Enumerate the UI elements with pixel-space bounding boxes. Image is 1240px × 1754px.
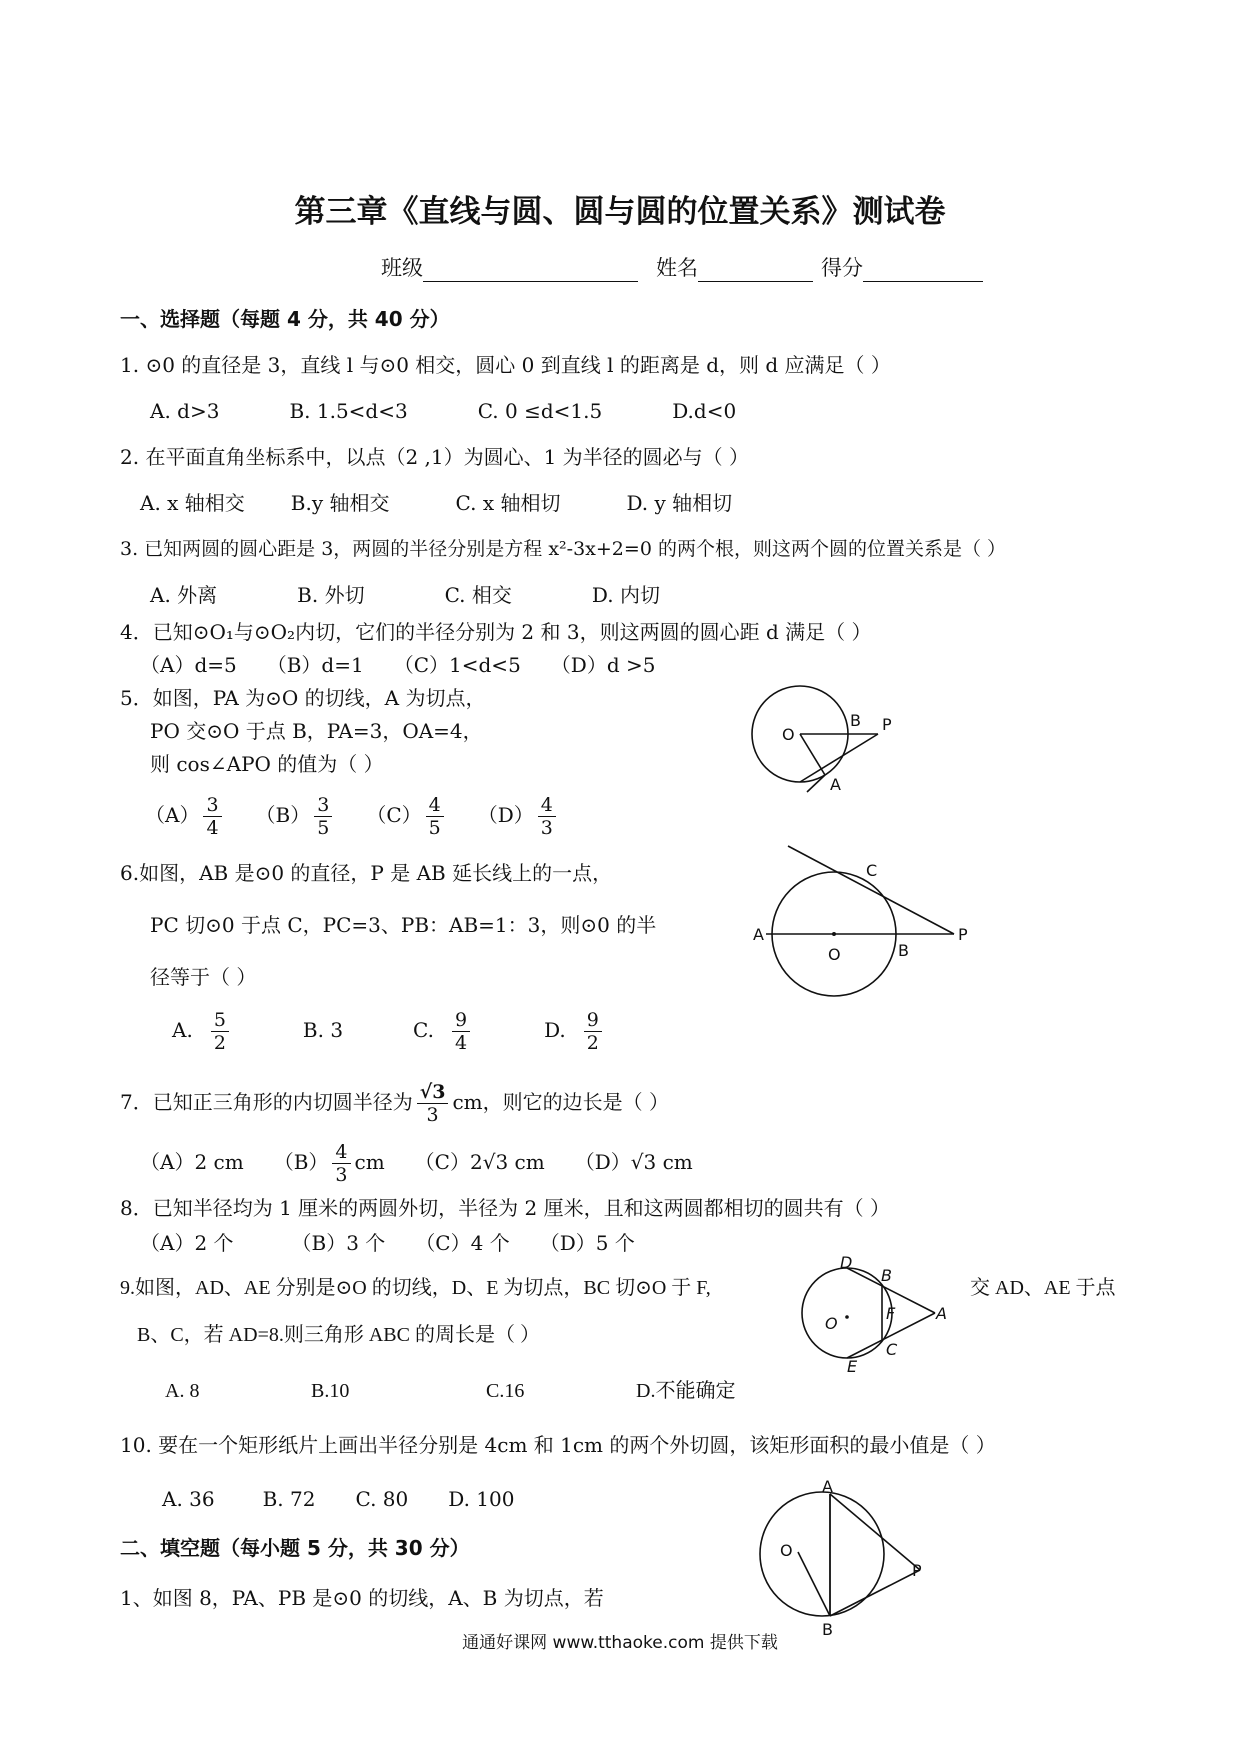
- fill1-label-p: P: [912, 1561, 922, 1580]
- section-heading-fill: 二、填空题（每小题 5 分，共 30 分）: [120, 1536, 470, 1560]
- question-7-options: [140, 1138, 693, 1186]
- question-10-text: 10. 要在一个矩形纸片上画出半径分别是 4cm 和 1cm 的两个外切圆，该矩形面积的最小值是（ ）: [120, 1433, 996, 1457]
- fill1-label-b: B: [822, 1620, 833, 1639]
- q2-option-d[interactable]: D. y 轴相切: [626, 491, 733, 515]
- q5-option-b[interactable]: （B） $\frac{3}{5}$: [256, 803, 337, 827]
- q8-option-c[interactable]: （C）4 个: [415, 1231, 510, 1255]
- page-footer: 通通好课网 www.tthaoke.com 提供下载: [462, 1633, 778, 1653]
- question-4-options: [140, 652, 655, 678]
- q7-option-d[interactable]: （D）√3 cm: [574, 1150, 693, 1174]
- q6-label-a: A: [753, 925, 764, 944]
- question-8-text: 8．已知半径均为 1 厘米的两圆外切，半径为 2 厘米，且和这两圆都相切的圆共有（ ）: [120, 1196, 890, 1220]
- q3-option-a[interactable]: A. 外离: [150, 583, 218, 607]
- q2-option-a[interactable]: A. x 轴相交: [140, 491, 245, 515]
- q9-label-e: E: [847, 1357, 858, 1376]
- q7-option-b[interactable]: （B） $\frac{4}{3}$ cm: [273, 1141, 385, 1186]
- q6-label-c: C: [866, 861, 878, 880]
- q2-option-c[interactable]: C. x 轴相切: [455, 491, 561, 515]
- question-1-options: [150, 398, 736, 424]
- score-field: [821, 252, 983, 282]
- q6-option-a[interactable]: A. $\frac{5}{2}$: [172, 1018, 233, 1042]
- question-7-text: 7．已知正三角形的内切圆半径为 $\frac{√3}{3}$ cm，则它的边长是（ ）: [120, 1081, 669, 1126]
- q4-option-b[interactable]: （B）d=1: [266, 653, 364, 677]
- q7-option-a[interactable]: （A）2 cm: [140, 1150, 244, 1174]
- q5-option-c[interactable]: （C） $\frac{4}{5}$: [366, 803, 447, 827]
- q9-label-d: D: [840, 1253, 853, 1272]
- q5-label-a: A: [830, 775, 841, 794]
- question-2-options: [140, 490, 732, 516]
- fill1-label-o: O: [780, 1541, 793, 1560]
- question-4-text: 4．已知⊙O₁与⊙O₂内切，它们的半径分别为 2 和 3，则这两圆的圆心距 d 满足（ ）: [120, 620, 872, 644]
- class-blank[interactable]: [423, 259, 638, 282]
- q6-label-o: O: [828, 945, 841, 964]
- fill1-label-a: A: [822, 1477, 833, 1496]
- q9-option-c[interactable]: C.16: [486, 1380, 525, 1402]
- question-8-options: [140, 1230, 635, 1256]
- name-field: [656, 252, 813, 282]
- name-blank[interactable]: [698, 259, 813, 282]
- q5-label-o: O: [782, 725, 795, 744]
- q2-option-b[interactable]: B.y 轴相交: [290, 491, 390, 515]
- page-title: 第三章《直线与圆、圆与圆的位置关系》测试卷: [294, 194, 946, 230]
- q9-label-c: C: [886, 1340, 898, 1359]
- q1-option-b[interactable]: B. 1.5<d<3: [289, 399, 408, 423]
- question-5-line2: PO 交⊙O 于点 B，PA=3，OA=4，: [150, 719, 483, 743]
- q4-option-c[interactable]: （C）1<d<5: [393, 653, 521, 677]
- question-5-line1: 5．如图，PA 为⊙O 的切线，A 为切点，: [120, 686, 486, 710]
- q6-option-c[interactable]: C. $\frac{9}{4}$: [413, 1018, 474, 1042]
- question-9-line1: 9.如图，AD、AE 分别是⊙O 的切线，D、E 为切点，BC 切⊙O 于 F,: [120, 1277, 711, 1299]
- q1-option-c[interactable]: C. 0 ≤d<1.5: [477, 399, 603, 423]
- question-6-options: [172, 1000, 606, 1060]
- q5-figure: [740, 670, 920, 804]
- question-9-line2: B、C，若 AD=8.则三角形 ABC 的周长是（ ）: [137, 1324, 540, 1346]
- question-5-line3: 则 cos∠APO 的值为（ ）: [150, 752, 384, 776]
- q5-label-p: P: [882, 715, 892, 734]
- question-1-text: 1. ⊙0 的直径是 3，直线 l 与⊙0 相交，圆心 0 到直线 l 的距离是 d，则 d 应满足（ ）: [120, 353, 891, 377]
- question-6-line1: 6.如图，AB 是⊙0 的直径，P 是 AB 延长线上的一点，: [120, 861, 613, 885]
- q4-option-a[interactable]: （A）d=5: [140, 653, 237, 677]
- q6-option-b[interactable]: B. 3: [302, 1018, 344, 1042]
- q5-label-b: B: [850, 711, 861, 730]
- q8-option-a[interactable]: （A）2 个: [140, 1231, 234, 1255]
- q9-option-d[interactable]: D.不能确定: [636, 1380, 736, 1402]
- question-6-line3: 径等于（ ）: [150, 965, 257, 989]
- q9-label-f: F: [886, 1304, 896, 1323]
- q10-option-a[interactable]: A. 36: [162, 1487, 215, 1511]
- name-label: 姓名: [656, 256, 698, 280]
- section-heading-choice: 一、选择题（每题 4 分，共 40 分）: [120, 307, 450, 331]
- q1-option-d[interactable]: D.d<0: [672, 399, 737, 423]
- q3-option-c[interactable]: C. 相交: [444, 583, 512, 607]
- q10-option-d[interactable]: D. 100: [448, 1487, 515, 1511]
- q3-option-d[interactable]: D. 内切: [591, 583, 660, 607]
- q1-option-a[interactable]: A. d>3: [150, 399, 220, 423]
- score-blank[interactable]: [863, 259, 983, 282]
- question-3-options: [150, 582, 660, 608]
- question-2-text: 2. 在平面直角坐标系中，以点（2 ,1）为圆心、1 为半径的圆必与（ ）: [120, 445, 750, 469]
- q9-option-a[interactable]: A. 8: [165, 1380, 200, 1402]
- fill1-figure: [740, 1477, 940, 1639]
- q8-option-b[interactable]: （B）3 个: [291, 1231, 386, 1255]
- q6-option-d[interactable]: D. $\frac{9}{2}$: [544, 1018, 606, 1042]
- q5-option-d[interactable]: （D） $\frac{4}{3}$: [478, 803, 560, 827]
- q8-option-d[interactable]: （D）5 个: [539, 1231, 635, 1255]
- q10-option-c[interactable]: C. 80: [355, 1487, 409, 1511]
- q9-label-o: O: [825, 1314, 838, 1333]
- q9-option-b[interactable]: B.10: [311, 1380, 350, 1402]
- class-field: [381, 252, 638, 282]
- question-6-line2: PC 切⊙0 于点 C，PC=3、PB：AB=1：3，则⊙0 的半: [150, 913, 657, 937]
- q3-option-b[interactable]: B. 外切: [297, 583, 365, 607]
- question-9-line1b: 交 AD、AE 于点: [970, 1277, 1116, 1299]
- question-5-options: [145, 790, 560, 840]
- question-9-options: [165, 1378, 735, 1404]
- q10-option-b[interactable]: B. 72: [262, 1487, 316, 1511]
- q9-label-a: A: [936, 1304, 947, 1323]
- q7-option-c[interactable]: （C）2√3 cm: [414, 1150, 545, 1174]
- question-10-options: [162, 1486, 514, 1512]
- q9-label-b: B: [881, 1266, 892, 1285]
- q5-option-a[interactable]: （A） $\frac{3}{4}$: [145, 803, 226, 827]
- q4-option-d[interactable]: （D）d >5: [550, 653, 656, 677]
- q6-label-b: B: [898, 941, 909, 960]
- q6-figure: [748, 838, 978, 1012]
- fill-question-1-text: 1、如图 8，PA、PB 是⊙0 的切线，A、B 为切点，若: [120, 1586, 604, 1610]
- q9-figure: [795, 1255, 955, 1374]
- q6-label-p: P: [958, 925, 968, 944]
- score-label: 得分: [821, 256, 863, 280]
- class-label: 班级: [381, 256, 423, 280]
- question-3-text: 3. 已知两圆的圆心距是 3，两圆的半径分别是方程 x²-3x+2=0 的两个根，则这两个圆的位置关系是（ ）: [120, 538, 1006, 560]
